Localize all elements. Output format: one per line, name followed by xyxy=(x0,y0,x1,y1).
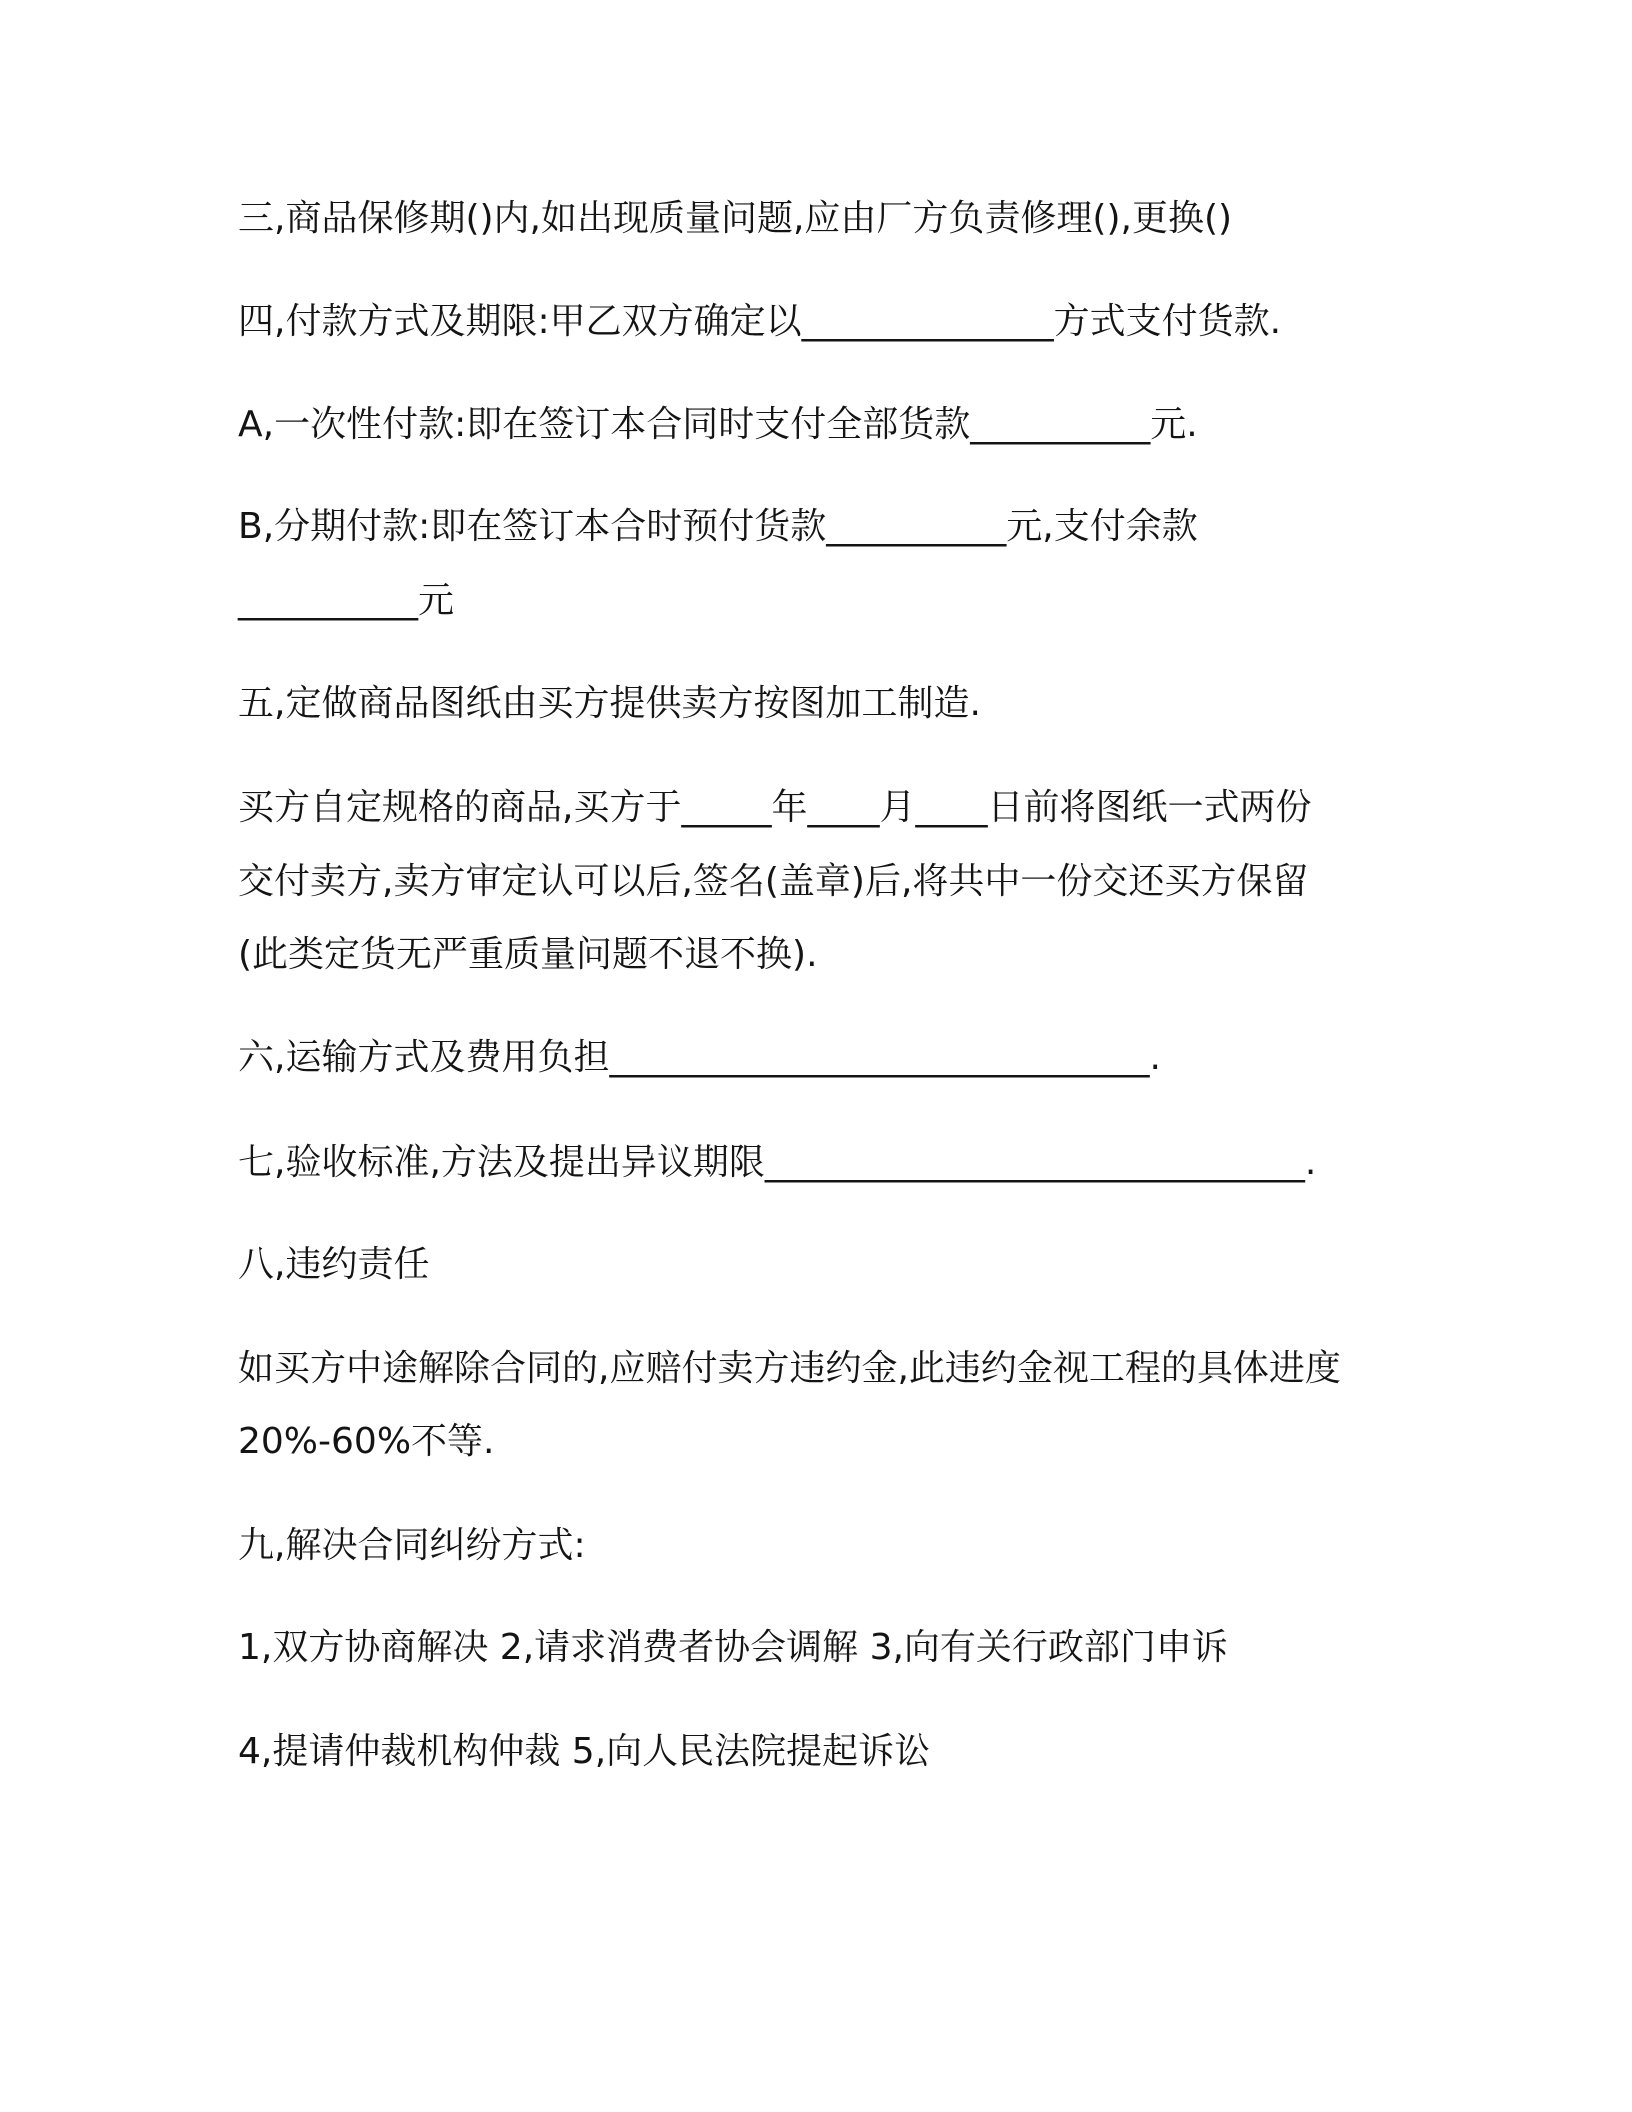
clause-8-penalty-line-2: 20%-60%不等. xyxy=(238,1421,495,1462)
clause-8-penalty-line-1: 如买方中途解除合同的,应赔付卖方违约金,此违约金视工程的具体进度 xyxy=(238,1348,1341,1389)
clause-4b-installment: B,分期付款:即在签订本合时预付货款__________元,支付余款 xyxy=(238,506,1198,547)
clause-6-transport: 六,运输方式及费用负担______________________________. xyxy=(238,1037,1161,1078)
clause-9-options-line-1: 1,双方协商解决 2,请求消费者协会调解 3,向有关行政部门申诉 xyxy=(238,1627,1228,1668)
clause-8-heading: 八,违约责任 xyxy=(238,1244,430,1285)
clause-5-custom-goods: 五,定做商品图纸由买方提供卖方按图加工制造. xyxy=(238,683,981,724)
clause-5-drawings-line-2: 交付卖方,卖方审定认可以后,签名(盖章)后,将共中一份交还买方保留 xyxy=(238,861,1309,902)
clause-7-acceptance: 七,验收标准,方法及提出异议期限______________________________. xyxy=(238,1142,1317,1183)
clause-3-warranty: 三,商品保修期()内,如出现质量问题,应由厂方负责修理(),更换() xyxy=(238,198,1233,239)
clause-4-payment-method: 四,付款方式及期限:甲乙双方确定以______________方式支付货款. xyxy=(238,301,1282,342)
clause-4a-lump-sum: A,一次性付款:即在签订本合同时支付全部货款__________元. xyxy=(238,404,1198,445)
clause-5-drawings-line-3: (此类定货无严重质量问题不退不换). xyxy=(238,934,818,975)
clause-9-options-line-2: 4,提请仲裁机构仲裁 5,向人民法院提起诉讼 xyxy=(238,1731,931,1772)
clause-9-heading: 九,解决合同纠纷方式: xyxy=(238,1525,586,1566)
clause-4b-remainder: __________元 xyxy=(238,580,455,621)
clause-5-drawings-line-1: 买方自定规格的商品,买方于_____年____月____日前将图纸一式两份 xyxy=(238,787,1312,828)
